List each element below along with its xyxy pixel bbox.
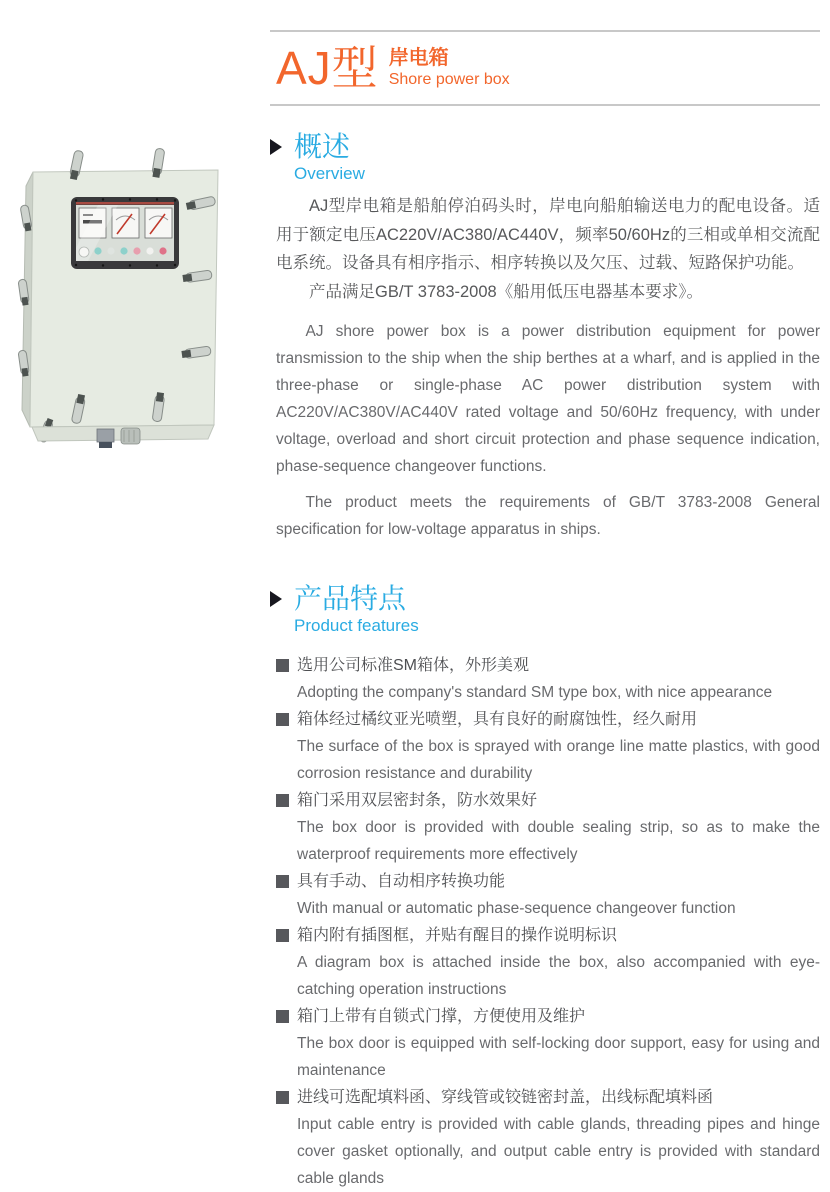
square-bullet-icon — [276, 875, 289, 888]
feature-item — [276, 1084, 820, 1192]
feature-en-text: With manual or automatic phase-sequence changeover function — [297, 900, 736, 917]
right-triangle-icon — [270, 591, 282, 607]
features-heading-cn: 产品特点 — [294, 583, 407, 614]
feature-cn-row — [276, 922, 820, 949]
overview-paragraph-en-1: AJ shore power box is a power distribution equipment for power transmission to the ship when the ship berthes at a wharf, and is applied in the three-phase or single-phase AC power distribution system with AC220V/AC380V/AC440V rated voltage and 50/60Hz frequency, with under voltage, overload and short circuit protection and phase sequence indication, phase-sequence changeover functions. — [276, 323, 820, 475]
feature-cn-text: 箱体经过橘纹亚光喷塑，具有良好的耐腐蚀性，经久耐用 — [297, 711, 698, 728]
feature-item — [276, 787, 820, 868]
feature-cn-row — [276, 652, 820, 679]
feature-item — [276, 922, 820, 1003]
feature-item — [276, 652, 820, 706]
feature-en-text: The surface of the box is sprayed with orange line matte plastics, with good corrosion resistance and durability — [297, 738, 820, 782]
features-section-heading — [270, 583, 820, 636]
feature-en-text: Adopting the company's standard SM type box, with nice appearance — [297, 684, 773, 701]
overview-section-heading — [270, 131, 820, 184]
analog-meter-3 — [145, 208, 172, 238]
square-bullet-icon — [276, 1091, 289, 1104]
feature-cn-text: 进线可选配填料函、穿线管或铰链密封盖，出线标配填料函 — [297, 1089, 714, 1106]
feature-en-text: The box door is provided with double sealing strip, so as to make the waterproof requirements more effectively — [297, 819, 820, 863]
right-triangle-icon — [270, 139, 282, 155]
product-subtitle-cn: 岸电箱 — [388, 47, 449, 69]
feature-cn-row — [276, 1084, 820, 1111]
main-column — [270, 0, 820, 1192]
product-photo-illustration — [18, 148, 243, 448]
feature-cn-row — [276, 706, 820, 733]
feature-cn-row — [276, 787, 820, 814]
square-bullet-icon — [276, 929, 289, 942]
feature-en-text: A diagram box is attached inside the box, also accompanied with eye-catching operation instructions — [297, 954, 820, 998]
square-bullet-icon — [276, 713, 289, 726]
meter-window — [71, 197, 179, 269]
feature-item — [276, 706, 820, 787]
feature-list — [276, 652, 820, 1192]
overview-paragraph-en-2: The product meets the requirements of GB/T 3783-2008 General specification for low-voltage apparatus in ships. — [276, 494, 820, 538]
feature-en-text: Input cable entry is provided with cable glands, threading pipes and hinge cover gasket optionally, and output cable entry is provided with standard cable glands — [297, 1116, 820, 1187]
product-subtitle-en: Shore power box — [388, 71, 510, 88]
product-model-title: AJ型 — [276, 42, 379, 94]
feature-cn-text: 箱内附有插图框，并贴有醒目的操作说明标识 — [297, 927, 618, 944]
feature-cn-text: 箱门上带有自锁式门撑，方便使用及维护 — [297, 1008, 586, 1025]
feature-cn-row — [276, 1003, 820, 1030]
cable-gland-2 — [121, 428, 140, 444]
feature-item — [276, 1003, 820, 1084]
analog-meter-2 — [112, 208, 139, 238]
square-bullet-icon — [276, 794, 289, 807]
feature-en-text: The box door is equipped with self-locking door support, easy for using and maintenance — [297, 1035, 820, 1079]
feature-item — [276, 868, 820, 922]
features-heading-en: Product features — [294, 616, 419, 635]
product-photo — [18, 148, 243, 448]
cable-gland-1 — [97, 429, 114, 448]
overview-paragraph-cn-1: AJ型岸电箱是船舶停泊码头时，岸电向船舶输送电力的配电设备。适用于额定电压AC220V/AC380/AC440V，频率50/60Hz的三相或单相交流配电系统。设备具有相序指示、相序转换以及欠压、过载、短路保护功能。 — [276, 197, 820, 272]
overview-heading-en: Overview — [294, 164, 365, 183]
feature-cn-row — [276, 868, 820, 895]
title-block — [270, 30, 820, 106]
feature-cn-text: 具有手动、自动相序转换功能 — [297, 873, 506, 890]
overview-heading-cn: 概述 — [294, 131, 351, 162]
feature-cn-text: 箱门采用双层密封条，防水效果好 — [297, 792, 538, 809]
feature-cn-text: 选用公司标准SM箱体，外形美观 — [297, 657, 530, 674]
square-bullet-icon — [276, 1010, 289, 1023]
square-bullet-icon — [276, 659, 289, 672]
overview-paragraph-cn-2: 产品满足GB/T 3783-2008《船用低压电器基本要求》。 — [309, 282, 703, 301]
